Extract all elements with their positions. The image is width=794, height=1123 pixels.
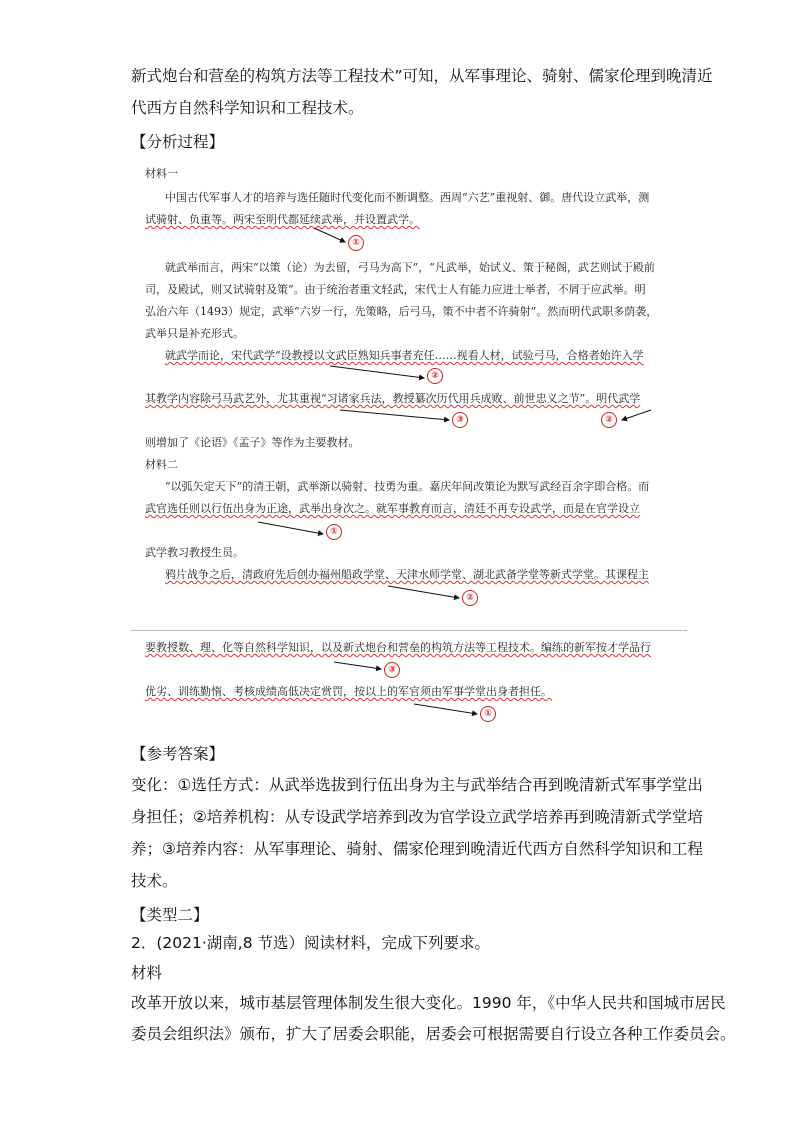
material-line: 就武举而言，两宋“以策（论）为去留，弓马为高下”，“凡武举，始试义、策于秘阁，武艺则试于殿前 [165, 261, 655, 274]
marker-circle: ③ [452, 412, 468, 428]
material-line: 其教学内容除弓马武艺外，尤其重视“习诸家兵法，教授纂次历代用兵成败、前世忠义之节”。明代武学 [145, 392, 641, 405]
intro-line-1: 新式炮台和营垒的构筑方法等工程技术”可知，从军事理论、骑射、儒家伦理到晚清近 [131, 67, 713, 85]
material-line: 试骑射、负重等。两宋至明代都延续武举，并设置武学。 [145, 213, 420, 226]
material-line: 则增加了《论语》《孟子》等作为主要教材。 [145, 436, 360, 449]
material-line: 就武学而论，宋代武学“设教授以文武臣熟知兵事者充任……视看人材，试验弓马，合格者始许入学 [165, 349, 644, 362]
answer-line: 技术。 [131, 872, 178, 890]
marker-circle: ② [462, 590, 478, 606]
material-line: 司，及殿试，则又试骑射及策”。由于统治者重文轻武，宋代士人有能力应进士举者，不屑于应武举。明 [145, 283, 646, 296]
marker-circle: ① [480, 706, 496, 722]
material-line: 弘治六年（1493）规定，武举“六岁一行，先策略，后弓马，策不中者不许骑射”。然而明代武职多荫袭， [145, 305, 658, 318]
material-one-title: 材料一 [145, 167, 178, 180]
marker-circle: ① [326, 524, 342, 540]
intro-line-2: 代西方自然科学知识和工程技术。 [131, 99, 364, 117]
material-line: 武官选任则以行伍出身为正途，武举出身次之。就军事教育而言，清廷不再专设武学，而是在官学设立 [145, 502, 640, 515]
passage-line: 改革开放以来，城市基层管理体制发生很大变化。1990 年，《中华人民共和国城市居民 [131, 994, 726, 1012]
page-break-divider [131, 630, 687, 631]
material-line: 武学教习教授生员。 [145, 546, 244, 559]
answer-heading: 【参考答案】 [131, 745, 225, 763]
question-text: 2．(2021·湖南,8 节选）阅读材料，完成下列要求。 [131, 934, 490, 952]
marker-circle: ① [348, 235, 364, 251]
answer-line: 身担任；②培养机构：从专设武学培养到改为官学设立武学培养再到晚清新式学堂培 [131, 808, 703, 826]
material-two-title: 材料二 [145, 458, 178, 471]
marker-circle: ② [427, 368, 443, 384]
material-line: 武举只是补充形式。 [145, 327, 244, 340]
marker-circle: ③ [384, 662, 400, 678]
marker-circle: ② [601, 412, 617, 428]
analysis-heading: 【分析过程】 [131, 133, 225, 151]
material-label: 材料 [131, 964, 163, 982]
material-line: 鸦片战争之后，清政府先后创办福州船政学堂、天津水师学堂、湖北武备学堂等新式学堂。其课程主 [165, 568, 649, 581]
material-line: 中国古代军事人才的培养与选任随时代变化而不断调整。西周“六艺”重视射、御。唐代设立武举，测 [165, 191, 650, 204]
type-heading: 【类型二】 [131, 906, 209, 924]
material-line: 要教授数、理、化等自然科学知识，以及新式炮台和营垒的构筑方法等工程技术。编练的新军按才学品行 [145, 641, 651, 654]
material-line: “以弧矢定天下”的清王朝，武举渐以骑射、技勇为重。嘉庆年间改策论为默写武经百余字即合格。而 [165, 480, 650, 493]
answer-line: 变化：①选任方式：从武举选拔到行伍出身为主与武举结合再到晚清新式军事学堂出 [131, 776, 703, 794]
passage-line: 委员会组织法》颁布，扩大了居委会职能，居委会可根据需要自行设立各种工作委员会。 [131, 1025, 736, 1043]
answer-line: 养；③培养内容：从军事理论、骑射、儒家伦理到晚清近代西方自然科学知识和工程 [131, 840, 703, 858]
material-line: 优劣、训练勤惰、考核成绩高低决定赏罚，按以上的军官须由军事学堂出身者担任。 [145, 685, 552, 698]
